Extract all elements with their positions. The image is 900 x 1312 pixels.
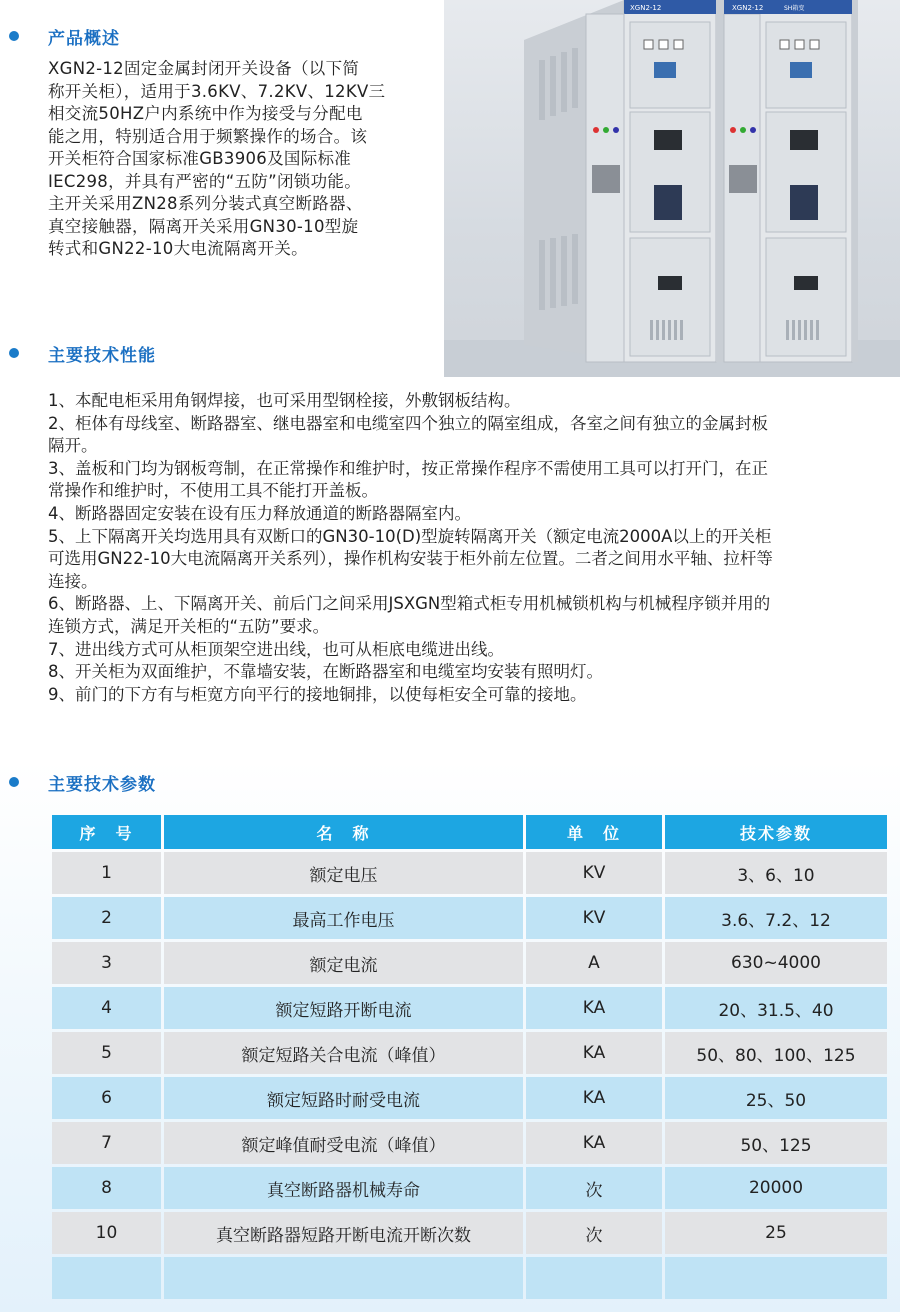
table-cell: 6 (52, 1077, 161, 1119)
table-cell: 2 (52, 897, 161, 939)
table-cell: 7 (52, 1122, 161, 1164)
overview-line: 能之用，特别适合用于频繁操作的场合。该 (48, 126, 368, 146)
bullet-dot-icon (9, 777, 19, 787)
performance-line: 7、进出线方式可从柜顶架空进出线，也可从柜底电缆进出线。 (48, 639, 504, 659)
table-cell (526, 1257, 662, 1299)
overview-line: 开关柜符合国家标准GB3906及国际标准 (48, 149, 352, 168)
table-cell: 1 (52, 852, 161, 894)
performance-line: 3、盖板和门均为钢板弯制，在正常操作和维护时，按正常操作程序不需使用工具可以打开门，在正 (48, 458, 768, 478)
table-cell: 20、31.5、40 (665, 987, 887, 1029)
table-cell (52, 1257, 161, 1299)
header-cell-index: 序 号 (52, 815, 161, 849)
header-cell-name: 名 称 (164, 815, 523, 849)
table-cell: 25 (665, 1212, 887, 1254)
bullet-dot-icon (9, 31, 19, 41)
table-cell (665, 1257, 887, 1299)
table-cell: KV (526, 897, 662, 939)
table-row (52, 942, 890, 984)
performance-line: 8、开关柜为双面维护，不靠墙安装，在断路器室和电缆室均安装有照明灯。 (48, 662, 603, 682)
table-cell: 额定短路时耐受电流 (164, 1077, 523, 1119)
table-row (52, 1167, 890, 1209)
table-cell: 8 (52, 1167, 161, 1209)
table-cell: 4 (52, 987, 161, 1029)
table-cell: 3.6、7.2、12 (665, 897, 887, 939)
table-cell: 最高工作电压 (164, 897, 523, 939)
cabinet-label-1: XGN2-12 (630, 4, 662, 12)
section-params-title: 主要技术参数 (48, 774, 156, 795)
overview-line: 相交流50HZ户内系统中作为接受与分配电 (48, 104, 363, 123)
performance-line: 常操作和维护时，不使用工具不能打开盖板。 (48, 481, 378, 501)
table-cell: 10 (52, 1212, 161, 1254)
table-cell: 额定峰值耐受电流（峰值） (164, 1122, 523, 1164)
overview-line: 主开关采用ZN28系列分装式真空断路器、 (48, 194, 363, 213)
performance-line: 4、断路器固定安装在设有压力释放通道的断路器隔室内。 (48, 503, 471, 523)
performance-line: 6、断路器、上、下隔离开关、前后门之间采用JSXGN型箱式柜专用机械锁机构与机械程序锁并用的 (48, 594, 771, 614)
product-photo (444, 0, 900, 377)
table-cell: 50、80、100、125 (665, 1032, 887, 1074)
cabinet-label-2: XGN2-12 (732, 4, 764, 12)
performance-line: 连接。 (48, 571, 98, 591)
table-cell: 真空断路器短路开断电流开断次数 (164, 1212, 523, 1254)
table-cell: KA (526, 1077, 662, 1119)
switchgear-cabinets-illustration (444, 0, 900, 377)
header-cell-value: 技术参数 (665, 815, 887, 849)
table-row (52, 1212, 890, 1254)
performance-line: 连锁方式，满足开关柜的“五防”要求。 (48, 616, 330, 636)
overview-line: XGN2-12固定金属封闭开关设备（以下简 (48, 59, 360, 78)
table-cell: 50、125 (665, 1122, 887, 1164)
table-cell: 次 (526, 1212, 662, 1254)
performance-line: 隔开。 (48, 436, 98, 456)
table-row (52, 1122, 890, 1164)
section-overview-title: 产品概述 (48, 28, 120, 49)
table-cell: 额定短路开断电流 (164, 987, 523, 1029)
table-cell: 20000 (665, 1167, 887, 1209)
table-cell: KA (526, 1122, 662, 1164)
params-table (52, 815, 890, 1302)
table-cell: KA (526, 1032, 662, 1074)
bullet-dot-icon (9, 348, 19, 358)
header-cell-unit: 单 位 (526, 815, 662, 849)
table-row (52, 1077, 890, 1119)
table-cell: 次 (526, 1167, 662, 1209)
table-cell (164, 1257, 523, 1299)
table-row (52, 1257, 890, 1299)
overview-line: IEC298，并具有严密的“五防”闭锁功能。 (48, 171, 362, 191)
table-cell: 3、6、10 (665, 852, 887, 894)
table-row (52, 897, 890, 939)
overview-line: 真空接触器，隔离开关采用GN30-10型旋 (48, 216, 359, 236)
cabinet-sub-label: SH箱变 (784, 5, 805, 12)
performance-list (48, 390, 898, 706)
table-cell: 额定电流 (164, 942, 523, 984)
table-cell: 630~4000 (665, 942, 887, 984)
table-row (52, 987, 890, 1029)
table-cell: 额定短路关合电流（峰值） (164, 1032, 523, 1074)
table-cell: 真空断路器机械寿命 (164, 1167, 523, 1209)
performance-line: 9、前门的下方有与柜宽方向平行的接地铜排，以使每柜安全可靠的接地。 (48, 684, 587, 704)
overview-line: 称开关柜），适用于3.6KV、7.2KV、12KV三 (48, 81, 386, 101)
performance-line: 1、本配电柜采用角钢焊接，也可采用型钢栓接，外敷钢板结构。 (48, 391, 521, 410)
overview-line: 转式和GN22-10大电流隔离开关。 (48, 239, 308, 258)
table-header-row (52, 815, 890, 849)
table-cell: 3 (52, 942, 161, 984)
table-cell: KA (526, 987, 662, 1029)
table-row (52, 852, 890, 894)
table-row (52, 1032, 890, 1074)
table-cell: 5 (52, 1032, 161, 1074)
performance-line: 2、柜体有母线室、断路器室、继电器室和电缆室四个独立的隔室组成，各室之间有独立的金属封板 (48, 413, 768, 433)
overview-paragraph (48, 58, 420, 261)
table-cell: A (526, 942, 662, 984)
table-cell: 额定电压 (164, 852, 523, 894)
table-cell: 25、50 (665, 1077, 887, 1119)
table-cell: KV (526, 852, 662, 894)
section-performance-title: 主要技术性能 (48, 345, 156, 366)
performance-line: 可选用GN22-10大电流隔离开关系列），操作机构安装于柜外前左位置。二者之间用水平轴、拉杆等 (48, 549, 773, 569)
performance-line: 5、上下隔离开关均选用具有双断口的GN30-10(D)型旋转隔离开关（额定电流2000A以上的开关柜 (48, 526, 772, 546)
